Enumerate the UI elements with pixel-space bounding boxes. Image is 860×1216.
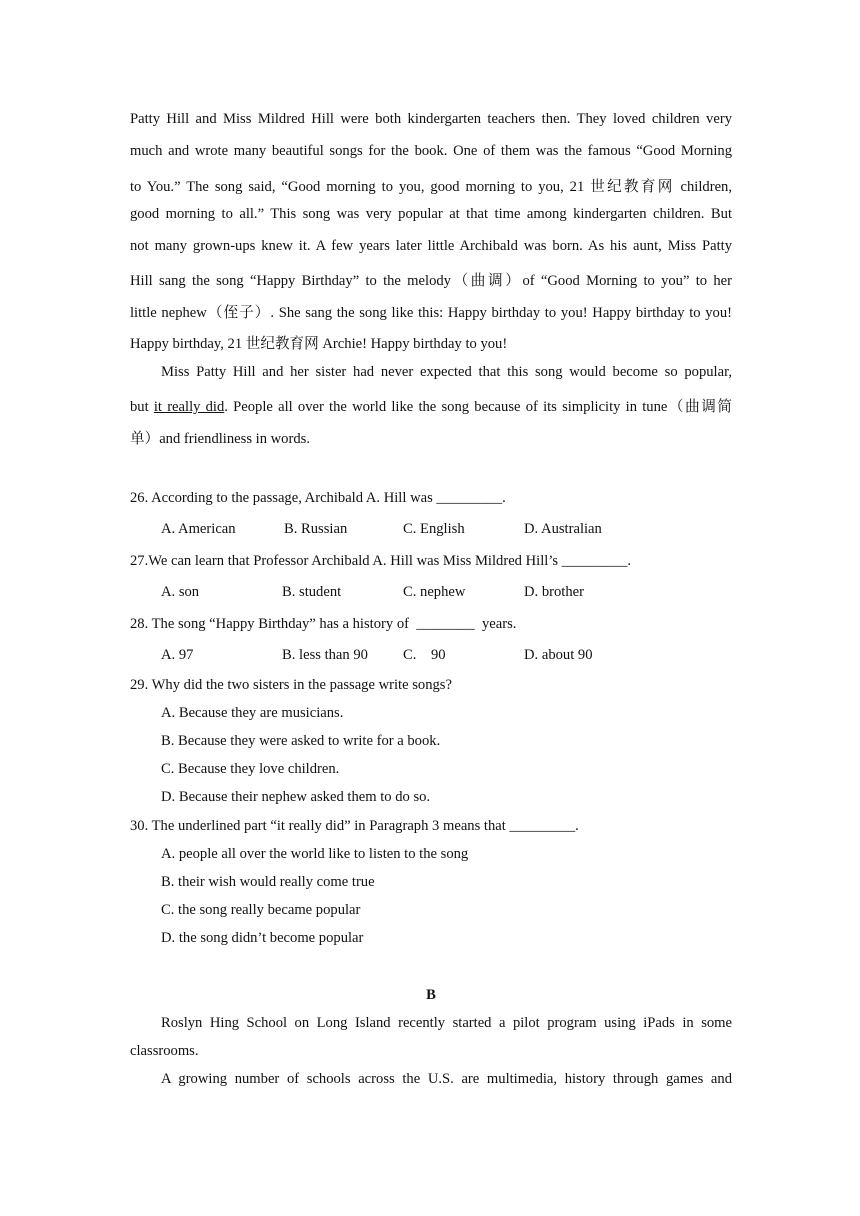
passage-line: Roslyn Hing School on Long Island recently started a pilot program using iPads in some bbox=[161, 1015, 732, 1031]
passage-line: to You.” The song said, “Good morning to you, good morning to you, 21 世纪教育网 children, bbox=[130, 179, 732, 195]
passage-line: Miss Patty Hill and her sister had never expected that this song would become so popular, bbox=[161, 364, 732, 380]
passage-line: little nephew（侄子）. She sang the song like this: Happy birthday to you! Happy birthday to you! bbox=[130, 305, 732, 321]
passage-line: classrooms. bbox=[130, 1043, 199, 1059]
section-heading: B bbox=[426, 987, 436, 1003]
passage-line bbox=[130, 395, 732, 416]
q26-option-a[interactable]: A. American bbox=[161, 521, 236, 537]
q26-option-b[interactable]: B. Russian bbox=[284, 521, 348, 537]
q30-option-a[interactable]: A. people all over the world like to listen to the song bbox=[161, 846, 469, 862]
question-26-stem: 26. According to the passage, Archibald A. Hill was _________. bbox=[130, 490, 506, 506]
question-29-stem: 29. Why did the two sisters in the passage write songs? bbox=[130, 677, 452, 693]
q29-option-d[interactable]: D. Because their nephew asked them to do so. bbox=[161, 789, 431, 805]
question-30-stem: 30. The underlined part “it really did” in Paragraph 3 means that _________. bbox=[130, 818, 579, 834]
q28-option-d[interactable]: D. about 90 bbox=[524, 647, 593, 663]
q28-option-a[interactable]: A. 97 bbox=[161, 647, 194, 663]
passage-line: Hill sang the song “Happy Birthday” to the melody（曲调）of “Good Morning to you” to her bbox=[130, 273, 732, 289]
passage-line: A growing number of schools across the U.S. are multimedia, history through games and bbox=[161, 1071, 732, 1087]
q27-option-b[interactable]: B. student bbox=[282, 584, 342, 600]
text-span: . People all over the world like the song because of its simplicity in tune（曲调简 bbox=[224, 399, 733, 415]
passage-line: much and wrote many beautiful songs for the book. One of them was the famous “Good Morning bbox=[130, 143, 732, 159]
passage-line: good morning to all.” This song was very popular at that time among kindergarten children. But bbox=[130, 206, 732, 222]
text-span: but bbox=[130, 399, 154, 415]
passage-line: Patty Hill and Miss Mildred Hill were both kindergarten teachers then. They loved children very bbox=[130, 111, 732, 127]
q27-option-c[interactable]: C. nephew bbox=[403, 584, 466, 600]
passage-line: Happy birthday, 21 世纪教育网 Archie! Happy birthday to you! bbox=[130, 336, 508, 352]
q27-option-d[interactable]: D. brother bbox=[524, 584, 584, 600]
underlined-phrase: it really did bbox=[153, 399, 225, 415]
passage-line: 单）and friendliness in words. bbox=[130, 431, 310, 447]
passage-line: not many grown-ups knew it. A few years later little Archibald was born. As his aunt, Miss Patty bbox=[130, 238, 732, 254]
question-27-stem: 27.We can learn that Professor Archibald A. Hill was Miss Mildred Hill’s _________. bbox=[130, 553, 632, 569]
q30-option-d[interactable]: D. the song didn’t become popular bbox=[161, 930, 364, 946]
q26-option-d[interactable]: D. Australian bbox=[524, 521, 602, 537]
q28-option-c[interactable]: C. 90 bbox=[403, 647, 446, 663]
question-28-stem: 28. The song “Happy Birthday” has a history of ________ years. bbox=[130, 616, 517, 632]
q29-option-a[interactable]: A. Because they are musicians. bbox=[161, 705, 344, 721]
q26-option-c[interactable]: C. English bbox=[403, 521, 465, 537]
q29-option-b[interactable]: B. Because they were asked to write for a book. bbox=[161, 733, 441, 749]
q29-option-c[interactable]: C. Because they love children. bbox=[161, 761, 340, 777]
q30-option-c[interactable]: C. the song really became popular bbox=[161, 902, 361, 918]
q28-option-b[interactable]: B. less than 90 bbox=[282, 647, 368, 663]
q30-option-b[interactable]: B. their wish would really come true bbox=[161, 874, 375, 890]
q27-option-a[interactable]: A. son bbox=[161, 584, 200, 600]
